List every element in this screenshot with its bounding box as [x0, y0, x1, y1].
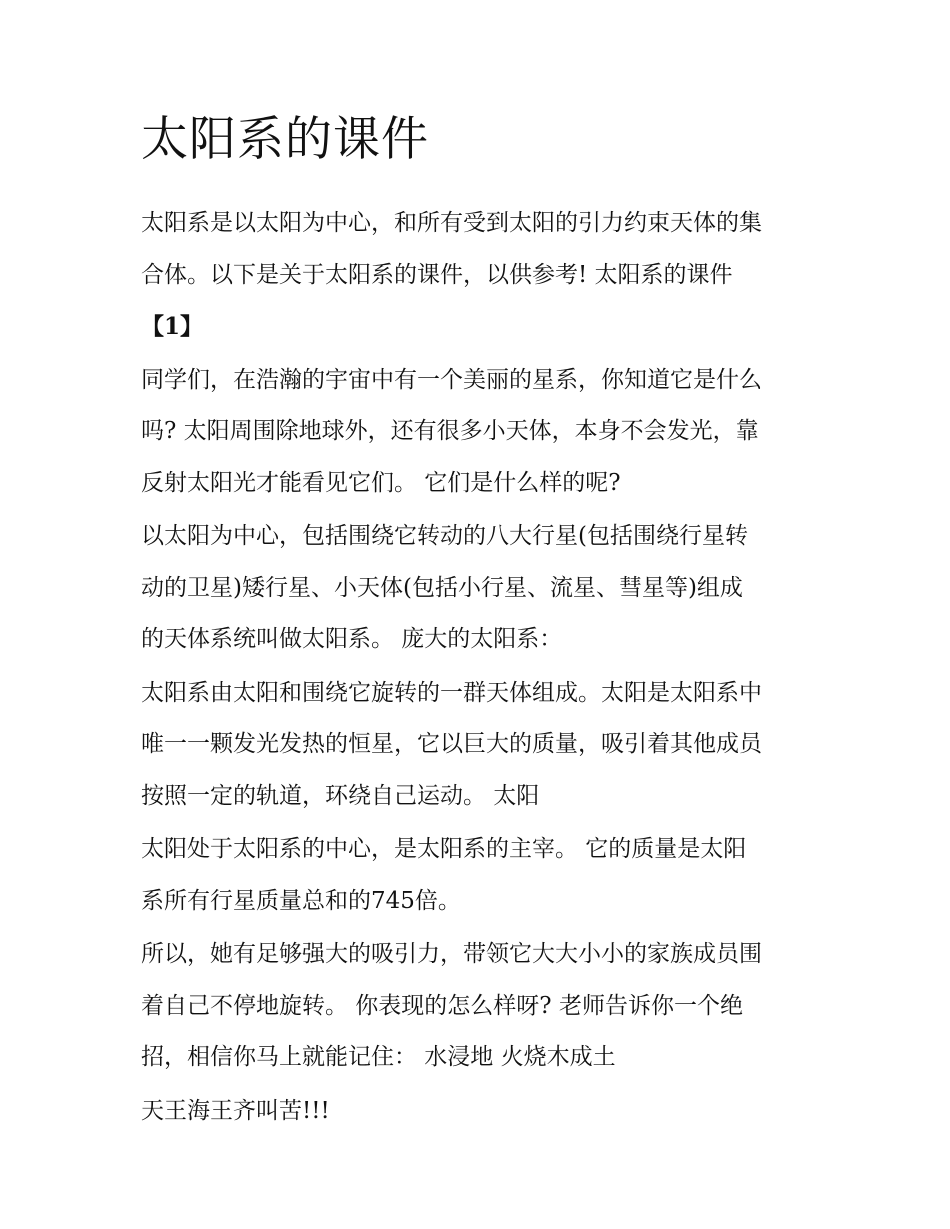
paragraph-line: 天王海王齐叫苦!!! [141, 1097, 330, 1124]
paragraph-line: 反射太阳光才能看见它们。 它们是什么样的呢? [141, 469, 621, 496]
paragraph-line: 着自己不停地旋转。 你表现的怎么样呀? 老师告诉你一个绝 [141, 992, 743, 1019]
paragraph-line: 太阳系由太阳和围绕它旋转的一群天体组成。太阳是太阳系中 [141, 679, 762, 706]
paragraph-line: 太阳处于太阳系的中心，是太阳系的主宰。 它的质量是太阳 [141, 836, 747, 862]
paragraph-line: 合体。以下是关于太阳系的课件，以供参考! 太阳系的课件 [141, 261, 733, 288]
paragraph-line: 太阳系是以太阳为中心，和所有受到太阳的引力约束天体的集 [141, 210, 762, 236]
section-number: 【1】 [141, 313, 204, 340]
paragraph-closing [141, 1086, 821, 1138]
paragraph-line: 唯一一颗发光发热的恒星，它以巨大的质量，吸引着其他成员 [141, 731, 762, 757]
paragraph-line: 同学们，在浩瀚的宇宙中有一个美丽的星系，你知道它是什么 [141, 366, 762, 393]
paragraph-line: 按照一定的轨道，环绕自己运动。 太阳 [141, 782, 540, 809]
document-title: 太阳系的课件 [141, 112, 429, 167]
paragraph-line: 动的卫星)矮行星、小天体(包括小行星、流星、彗星等)组成 [141, 574, 743, 601]
paragraph-line: 吗? 太阳周围除地球外，还有很多小天体，本身不会发光，靠 [141, 418, 759, 444]
paragraph-sun [141, 824, 821, 927]
paragraph-line: 以太阳为中心，包括围绕它转动的八大行星(包括围绕行星转 [141, 523, 748, 549]
paragraph-line: 招，相信你马上就能记住： 水浸地 火烧木成土 [141, 1044, 616, 1070]
document-body [141, 198, 821, 1139]
paragraph-intro [141, 198, 821, 353]
paragraph-line: 的天体系统叫做太阳系。 庞大的太阳系： [141, 626, 563, 652]
paragraph-line: 所以，她有足够强大的吸引力，带领它大大小小的家族成员围 [141, 941, 762, 967]
paragraph-definition [141, 511, 821, 666]
paragraph-mnemonic [141, 929, 821, 1084]
paragraph-line: 系所有行星质量总和的745倍。 [141, 887, 461, 914]
paragraph-question [141, 355, 821, 510]
paragraph-composition [141, 668, 821, 823]
